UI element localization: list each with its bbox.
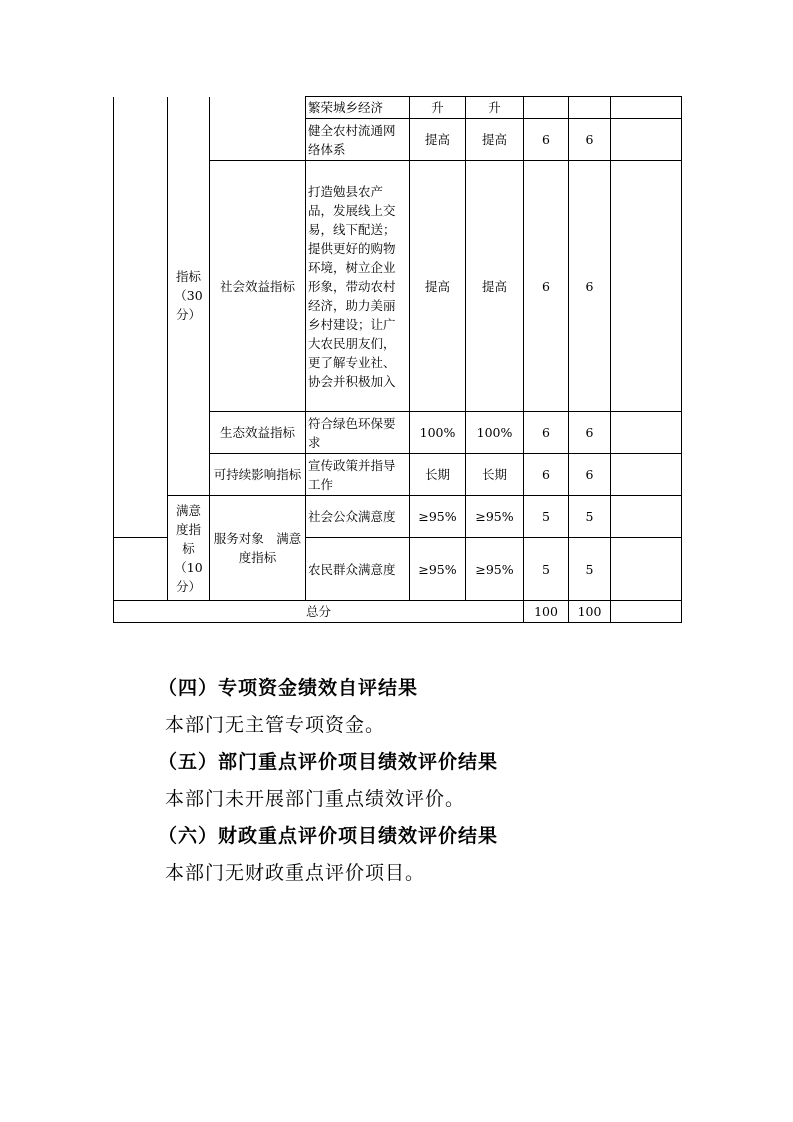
project-name-cell [114, 538, 168, 601]
actual-cell: 升 [466, 97, 524, 119]
weight-cell: 6 [524, 454, 569, 496]
project-name-cell [114, 97, 168, 538]
score-cell: 5 [569, 496, 611, 538]
indicator-cell: 符合绿色环保要求 [306, 412, 410, 454]
weight-cell: 6 [524, 161, 569, 412]
section-heading-4: （四）专项资金绩效自评结果 [158, 677, 419, 699]
weight-cell: 6 [524, 412, 569, 454]
target-cell: 100% [410, 412, 466, 454]
section-body-4: 本部门无主管专项资金。 [165, 714, 386, 736]
level2-cell: 服务对象 满意度指标 [210, 496, 306, 601]
level1-output-cell: 指标（30分） [168, 97, 210, 496]
score-cell: 6 [569, 454, 611, 496]
level2-cell: 生态效益指标 [210, 412, 306, 454]
note-cell [611, 454, 682, 496]
table-row [114, 97, 682, 119]
actual-cell: ≥95% [466, 496, 524, 538]
performance-table [113, 96, 682, 623]
target-cell: ≥95% [410, 496, 466, 538]
actual-cell: 提高 [466, 161, 524, 412]
level1-satisfaction-cell: 满意度指标（10分） [168, 496, 210, 601]
level2-cell: 可持续影响指标 [210, 454, 306, 496]
note-cell [611, 496, 682, 538]
weight-cell [524, 97, 569, 119]
total-note-cell [611, 601, 682, 623]
actual-cell: 100% [466, 412, 524, 454]
target-cell: 长期 [410, 454, 466, 496]
note-cell [611, 161, 682, 412]
score-cell: 5 [569, 538, 611, 601]
weight-cell: 5 [524, 538, 569, 601]
indicator-cell: 繁荣城乡经济 [306, 97, 410, 119]
target-cell: 升 [410, 97, 466, 119]
total-weight-cell: 100 [524, 601, 569, 623]
total-score-cell: 100 [569, 601, 611, 623]
section-body-5: 本部门未开展部门重点绩效评价。 [165, 788, 466, 810]
score-cell: 6 [569, 119, 611, 161]
score-cell: 6 [569, 161, 611, 412]
total-label-cell: 总分 [114, 601, 524, 623]
table-row-total [114, 601, 682, 623]
indicator-cell: 宣传政策并指导工作 [306, 454, 410, 496]
section-heading-5: （五）部门重点评价项目绩效评价结果 [158, 751, 499, 773]
weight-cell: 5 [524, 496, 569, 538]
actual-cell: 提高 [466, 119, 524, 161]
note-cell [611, 412, 682, 454]
actual-cell: ≥95% [466, 538, 524, 601]
score-cell [569, 97, 611, 119]
note-cell [611, 97, 682, 119]
section-heading-6: （六）财政重点评价项目绩效评价结果 [158, 825, 499, 847]
target-cell: ≥95% [410, 538, 466, 601]
score-cell: 6 [569, 412, 611, 454]
table-row [114, 496, 682, 538]
target-cell: 提高 [410, 161, 466, 412]
section-body-6: 本部门无财政重点评价项目。 [165, 862, 426, 884]
indicator-cell: 健全农村流通网络体系 [306, 119, 410, 161]
indicator-cell: 社会公众满意度 [306, 496, 410, 538]
actual-cell: 长期 [466, 454, 524, 496]
weight-cell: 6 [524, 119, 569, 161]
indicator-cell: 打造勉县农产品，发展线上交易，线下配送；提供更好的购物环境，树立企业形象，带动农村经济，助力美丽乡村建设；让广大农民朋友们，更了解专业社、协会并积极加入 [306, 161, 410, 412]
note-cell [611, 538, 682, 601]
level2-cell: 社会效益指标 [210, 161, 306, 412]
target-cell: 提高 [410, 119, 466, 161]
level2-economic-cell [210, 97, 306, 161]
indicator-cell: 农民群众满意度 [306, 538, 410, 601]
note-cell [611, 119, 682, 161]
